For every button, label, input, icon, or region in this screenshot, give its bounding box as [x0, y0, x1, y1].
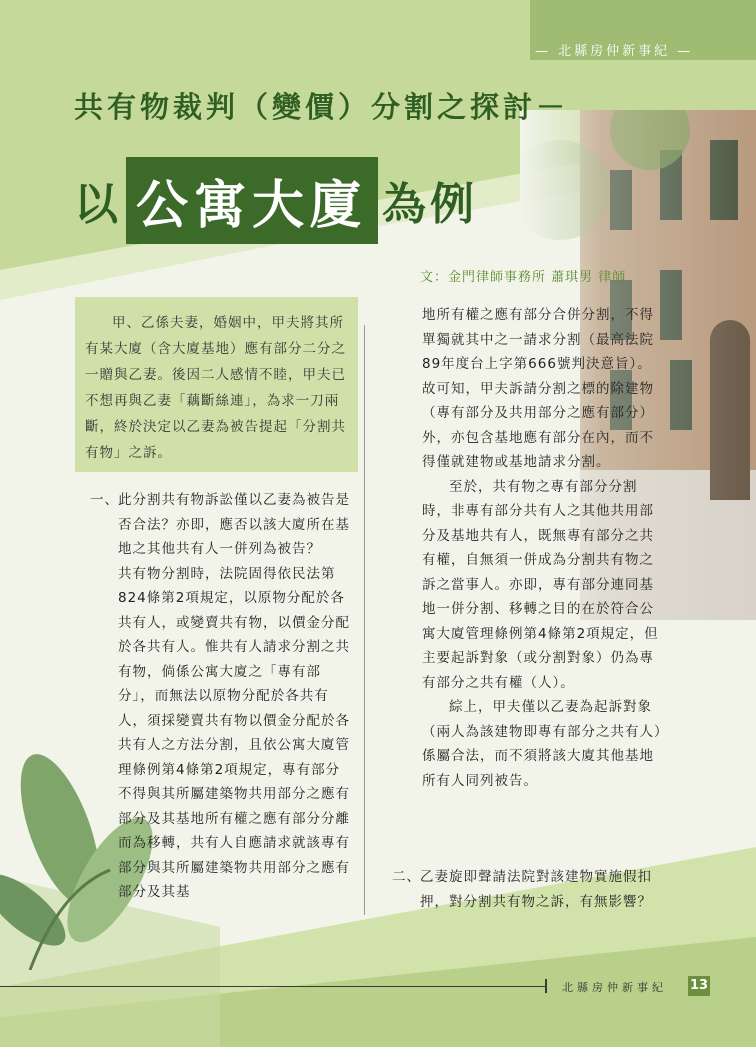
- title-highlight: 公寓大廈: [126, 157, 378, 244]
- section-1-marker: 一、: [90, 492, 119, 508]
- title-line-1: 共有物裁判（變價）分割之探討－: [74, 90, 570, 124]
- footer-series: 北縣房仲新事紀: [562, 981, 667, 994]
- title-line-2: [74, 160, 478, 240]
- section-1-question: 此分割共有物訴訟僅以乙妻為被告是否合法？亦即，應否以該大廈所在基地之其他共有人一併列為被告？: [118, 492, 350, 557]
- title-prefix: 以: [74, 179, 122, 230]
- continuation-paragraph: 地所有權之應有部分合併分割，不得單獨就其中之一請求分割（最高法院89年度台上字第666號判決意旨）。故可知，甲夫訴請分割之標的除建物（專有部分及共用部分之應有部分）外，亦包含基地應有部分在內，而不得僅就建物或基地請求分割。: [422, 307, 654, 470]
- paragraph-3: 綜上，甲夫僅以乙妻為起訴對象（兩人為該建物即專有部分之共有人）係屬合法，而不須將該大廈其他基地所有人同列被告。: [422, 699, 662, 789]
- section-1-body: [118, 488, 354, 905]
- right-column: [422, 303, 662, 793]
- section-2-question: 乙妻旋即聲請法院對該建物實施假扣押，對分割共有物之訴，有無影響？: [420, 869, 652, 910]
- column-divider: [364, 325, 365, 915]
- page-number: 13: [688, 976, 710, 996]
- paragraph-2: 至於，共有物之專有部分分割時，非專有部分共有人之其他共用部分及基地共有人，既無專有部分之共有權，自無須一併成為分割共有物之訴之當事人。亦即，專有部分連同基地一併分割、移轉之目的在於符合公寓大廈管理條例第4條第2項規定，但主要起訴對象（或分割對象）仍為專有部分之共有權（人）。: [422, 478, 659, 691]
- section-2-marker: 二、: [392, 869, 421, 885]
- footer-rule: [0, 986, 545, 987]
- series-name: 北縣房仲新事紀: [558, 44, 671, 59]
- intro-text: 甲、乙係夫妻，婚姻中，甲夫將其所有某大廈（含大廈基地）應有部分二分之一贈與乙妻。後因二人感情不睦，甲夫已不想再與乙妻「藕斷絲連」，為求一刀兩斷，終於決定以乙妻為被告提起「分割共有物」之訴。: [85, 315, 346, 461]
- footer-tick: [545, 979, 547, 993]
- section-1-paragraph: 共有物分割時，法院固得依民法第824條第2項規定，以原物分配於各共有人，或變賣共有物，以價金分配於各共有人。惟共有人請求分割之共有物，倘係公寓大廈之「專有部分」，而無法以原物分配於各共有人，須採變賣共有物以價金分配於各共有人之方法分割，且依公寓大廈管理條例第4條第2項規定，專有部分不得與其所屬建築物共用部分之應有部分及其基地所有權之應有部分分離而為移轉，共有人自應請求就該專有部分與其所屬建築物共用部分之應有部分及其基: [118, 565, 350, 900]
- author-byline: 文：金門律師事務所 蕭琪男 律師: [420, 270, 627, 285]
- title-suffix: 為例: [382, 179, 479, 230]
- series-header: — 北縣房仲新事紀 —: [535, 44, 694, 59]
